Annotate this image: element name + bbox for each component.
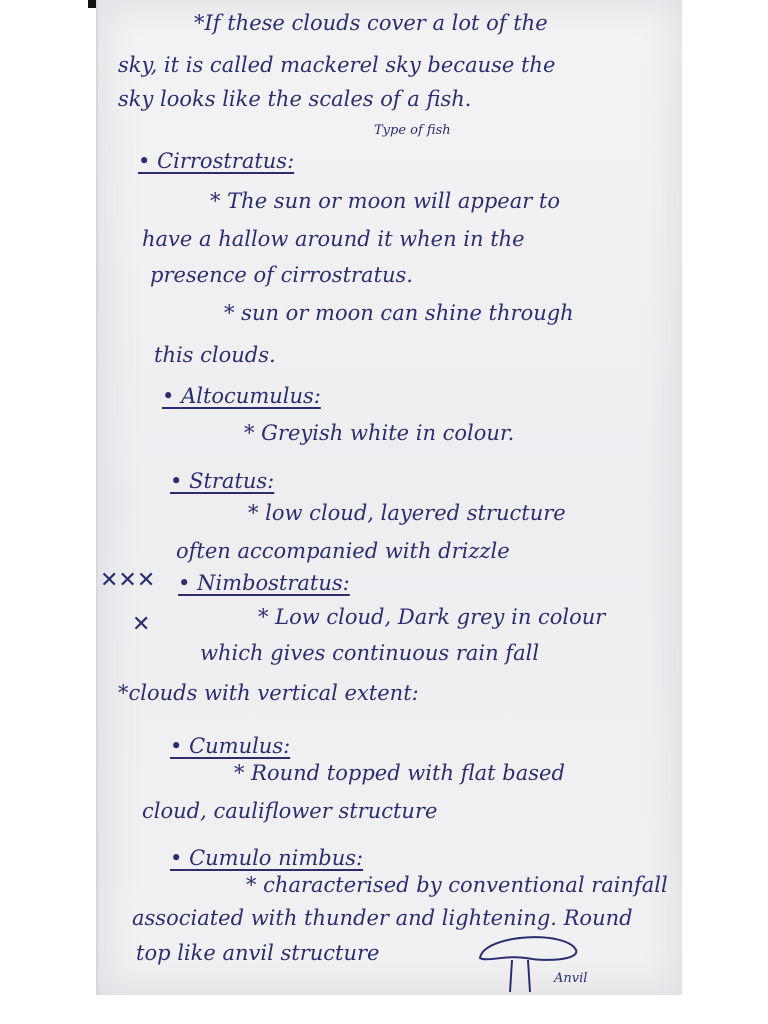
heading-cumulonimbus: • Cumulo nimbus: [170, 846, 364, 870]
text-line: * Low cloud, Dark grey in colour [258, 605, 606, 629]
heading-label: Cumulo nimbus: [189, 846, 364, 870]
cross-mark-icon: ✕✕✕ [100, 568, 156, 593]
text-line: * Round topped with flat based [234, 761, 565, 785]
heading-label: Altocumulus: [181, 384, 321, 408]
text-line: * Greyish white in colour. [244, 421, 515, 445]
notebook-page [96, 0, 682, 995]
heading-vertical-extent: *clouds with vertical extent: [118, 681, 419, 705]
heading-label: Nimbostratus: [197, 571, 350, 595]
heading-altocumulus: • Altocumulus: [162, 384, 321, 408]
heading-label: Cirrostratus: [157, 149, 295, 173]
anvil-label: Anvil [554, 971, 588, 986]
cross-mark-icon: ✕ [132, 612, 151, 637]
text-line: sky looks like the scales of a fish. [118, 87, 472, 111]
heading-cumulus: • Cumulus: [170, 734, 291, 758]
text-line: which gives continuous rain fall [200, 641, 540, 665]
text-line: * characterised by conventional rainfall [246, 873, 668, 897]
heading-label: Cumulus: [189, 734, 291, 758]
text-line: associated with thunder and lightening. Round [132, 906, 633, 930]
text-line: sky, it is called mackerel sky because the [118, 53, 556, 77]
heading-stratus: • Stratus: [170, 469, 275, 493]
heading-label: Stratus: [189, 469, 275, 493]
text-line: * The sun or moon will appear to [210, 189, 561, 213]
text-line: presence of cirrostratus. [150, 263, 413, 287]
text-line: this clouds. [154, 343, 276, 367]
text-line: * sun or moon can shine through [224, 301, 574, 325]
annotation-text: Type of fish [374, 123, 451, 138]
text-line: cloud, cauliflower structure [142, 799, 438, 823]
text-line: have a hallow around it when in the [142, 227, 525, 251]
text-line: *If these clouds cover a lot of the [194, 11, 548, 35]
heading-cirrostratus: • Cirrostratus: [138, 149, 295, 173]
text-line: often accompanied with drizzle [176, 539, 510, 563]
heading-nimbostratus: • Nimbostratus: [178, 571, 350, 595]
text-line: * low cloud, layered structure [248, 501, 566, 525]
text-line: top like anvil structure [136, 941, 380, 965]
